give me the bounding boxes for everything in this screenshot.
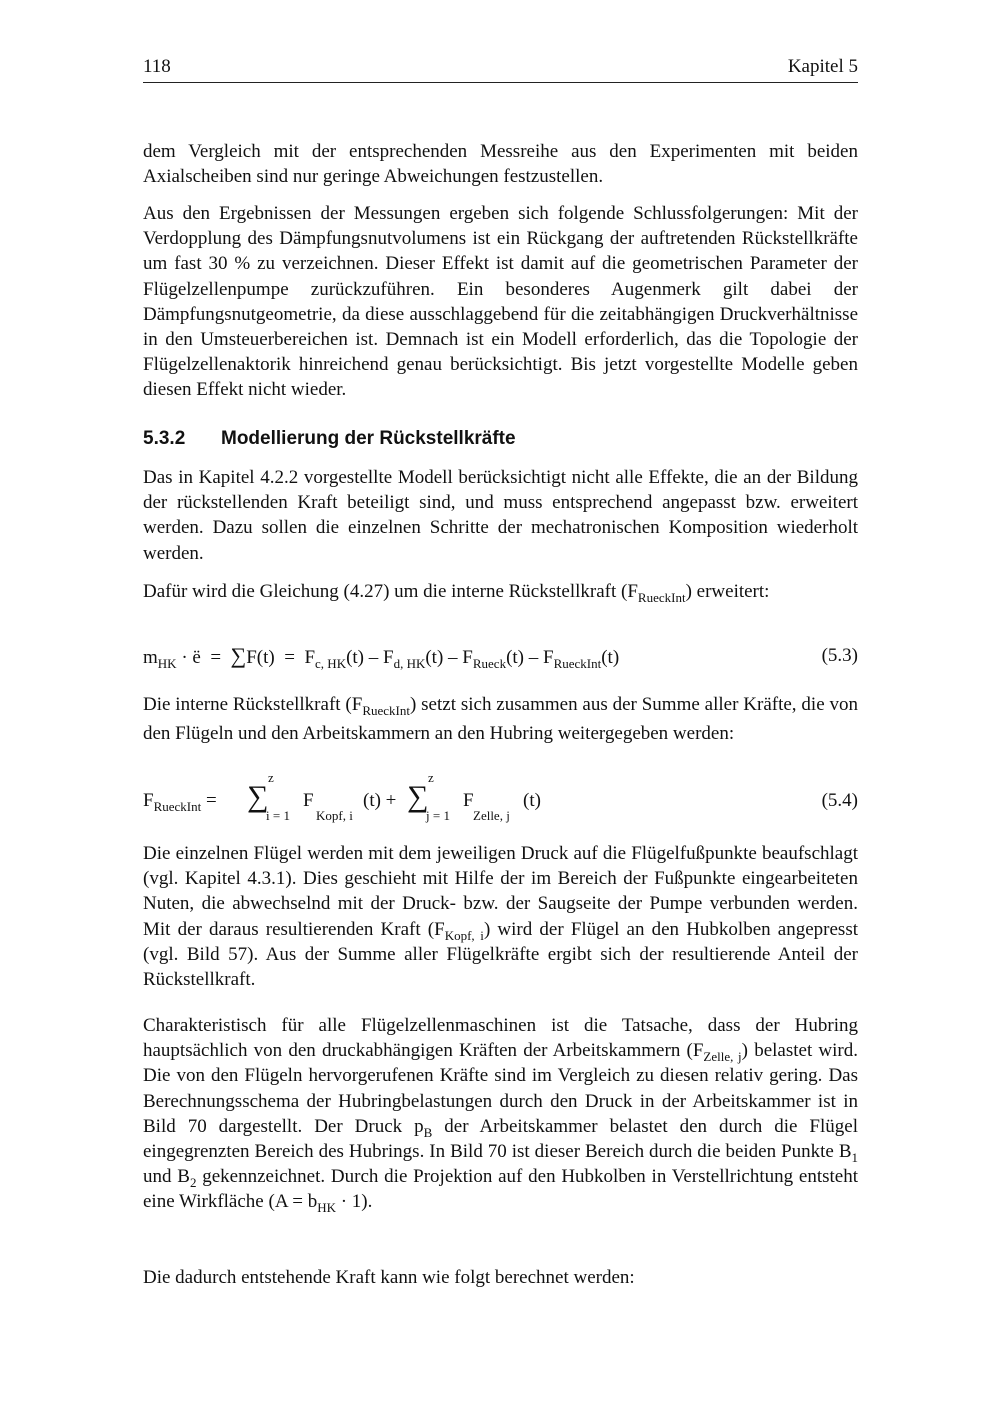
sum-symbol: ∑ — [247, 780, 269, 813]
paragraph-6: Die einzelnen Flügel werden mit dem jeweiligen Druck auf die Flügelfußpunkte beaufschlagt (vgl. Kapitel 4.3.1). Dies geschieht mit Hilfe der im Bereich der Fußpunkte eingearbeiteten Nuten, die abwechselnd mit der Druck- bzw. der Saugseite der Pumpe verbunden werden. Mit der daraus resultierenden Kraft $(F_{Kopf, i})$ wird der Flügel an den Hubkolben angepresst (vgl. Bild 57). Aus der Summe aller Flügelkräfte ergibt sich der resultierende Anteil der Rückstellkraft. — [143, 843, 858, 991]
section-heading — [143, 428, 858, 450]
equation-number: (5.3) — [821, 645, 858, 666]
chapter-label: Kapitel 5 — [787, 56, 858, 77]
paragraph-7: Charakteristisch für alle Flügelzellenmaschinen ist die Tatsache, dass der Hubring hauptsächlich von den druckabhängigen Kräften der Arbeitskammern $(F_{Zelle, j})$ belastet wird. Die von den Flügeln hervorgerufenen Kräfte sind im Vergleich zu diesen relativ gering. Das Berechnungsschema der Hubringbelastungen durch den Druck in der Arbeitskammer ist in Bild 70 dargestellt. Der Druck $p_B$ der Arbeitskammer belastet den durch die Flügel eingegrenzten Bereich des Hubrings. In Bild 70 ist dieser Bereich durch die beiden Punkte $B_1$ und $B_2$ gekennzeichnet. Durch die Projektion auf den Hubkolben in Verstellrichtung entsteht eine Wirkfläche $(A = b_{HK} \cdot 1)$. — [143, 1015, 858, 1216]
sum-symbol: ∑ — [407, 780, 429, 813]
page-number: 118 — [143, 56, 171, 77]
equation-5-4: $F_{RueckInt}$ = z ∑ i = 1 F Kopf, i (t) + z ∑ j = 1 F Zelle, j (t) (5.4) — [143, 770, 858, 823]
equation-number: (5.4) — [821, 790, 858, 811]
paragraph-2: Aus den Ergebnissen der Messungen ergeben sich folgende Schlussfolgerungen: Mit der Verdopplung des Dämpfungsnutvolumens ist ein Rückgang der auftretenden Rückstellkräfte um fast 30 % zu verzeichnen. Dieser Effekt ist damit auf die geometrischen Parameter der Flügelzellenpumpe zurückzuführen. Ein besonderes Augenmerk gilt dabei der Dämpfungsnutgeometrie, da diese ausschlaggebend für die zeitabhängigen Druckverhältnisse in den Umsteuerbereichen ist. Demnach ist ein Modell erforderlich, das die Topologie der Flügelzellenaktorik hinreichend genau berücksichtigt. Bis jetzt vorgestellte Modelle geben diesen Effekt nicht wieder. — [143, 203, 858, 401]
section-number: 5.3.2 — [143, 428, 186, 449]
paragraph-1: dem Vergleich mit der entsprechenden Messreihe aus den Experimenten mit beiden Axialscheiben sind nur geringe Abweichungen festzustellen. — [143, 141, 858, 188]
section-title: Modellierung der Rückstellkräfte — [221, 428, 516, 449]
paragraph-4: Dafür wird die Gleichung (4.27) um die interne Rückstellkraft $(F_{RueckInt})$ erweitert: — [143, 581, 770, 605]
paragraph-3: Das in Kapitel 4.2.2 vorgestellte Modell berücksichtigt nicht alle Effekte, die an der Bildung der rückstellenden Kraft beteiligt sind, und muss entsprechend angepasst bzw. erweitert werden. Dazu sollen die einzelnen Schritte der mechatronischen Komposition wiederholt werden. — [143, 467, 858, 564]
page-header — [143, 56, 858, 83]
paragraph-8: Die dadurch entstehende Kraft kann wie folgt berechnet werden: — [143, 1267, 635, 1288]
paragraph-5: Die interne Rückstellkraft $(F_{RueckInt})$ setzt sich zusammen aus der Summe aller Kräfte, die von den Flügeln und den Arbeitskammern an den Hubring weitergegeben werden: — [143, 694, 858, 744]
equation-5-3: $m_{HK}$ · ë = $\sum F(t) = F_{c, HK}(t) - F_{d, HK}(t) - F_{Rueck}(t) - F_{RueckInt}(t)$ (5.3) — [143, 643, 858, 671]
sum-symbol: ∑ — [230, 643, 247, 668]
